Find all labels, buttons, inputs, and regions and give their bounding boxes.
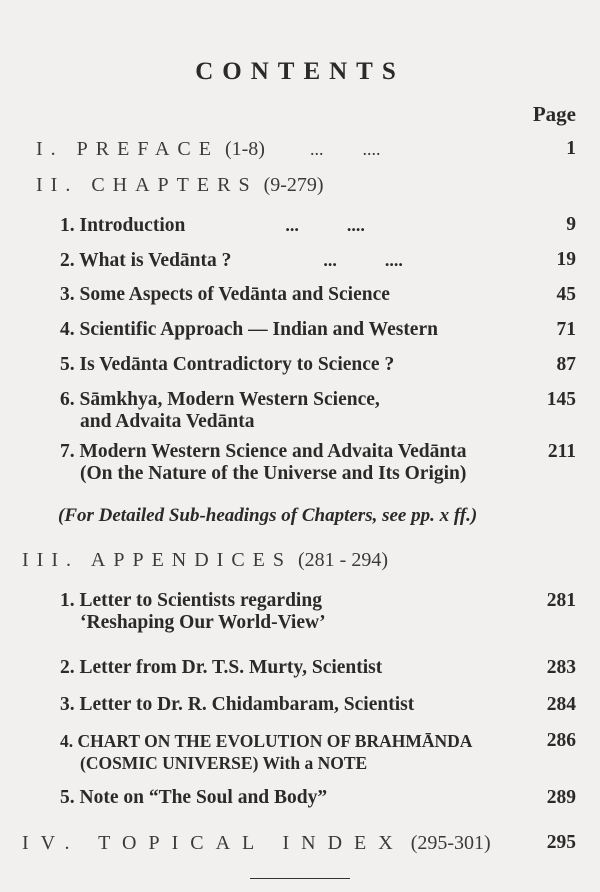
subheadings-note: (For Detailed Sub-headings of Chapters, see pp. x ff.) <box>58 505 478 526</box>
section-appendices <box>22 549 388 572</box>
toc-entry: 4. CHART ON THE EVOLUTION OF BRAHMĀNDA (COSMIC UNIVERSE) With a NOTE <box>60 731 473 773</box>
page-number: 9 <box>566 214 576 235</box>
section-range: (281 - 294) <box>298 549 388 571</box>
section-label: I. PREFACE <box>36 138 219 160</box>
toc-entry: 1. Introduction ... .... <box>60 215 365 236</box>
leader-dots: .... <box>362 139 381 159</box>
toc-entry: 4. Scientific Approach — Indian and Western <box>60 319 438 340</box>
page-number: 281 <box>546 590 576 611</box>
page-number: 45 <box>556 284 576 305</box>
toc-entry: 5. Is Vedānta Contradictory to Science ? <box>60 354 395 375</box>
page-number: 283 <box>546 657 576 678</box>
section-chapters <box>36 174 324 197</box>
leader-dots: ... <box>309 139 324 159</box>
section-preface <box>36 138 380 161</box>
page-column-header: Page <box>532 102 576 126</box>
toc-entry: 2. What is Vedānta ? ... .... <box>60 250 403 271</box>
section-range: (9-279) <box>263 174 324 196</box>
toc-entry: 2. Letter from Dr. T.S. Murty, Scientist <box>60 657 383 678</box>
toc-entry: 5. Note on “The Soul and Body” <box>60 787 328 808</box>
section-range: (295-301) <box>410 832 491 854</box>
page-number: 289 <box>546 787 576 808</box>
section-label: IV. TOPICAL INDEX <box>22 832 405 854</box>
section-label: III. APPENDICES <box>22 549 293 571</box>
page-number: 87 <box>556 354 576 375</box>
toc-entry: 1. Letter to Scientists regarding ‘Reshaping Our World-View’ <box>60 590 326 633</box>
toc-entry: 7. Modern Western Science and Advaita Vedānta (On the Nature of the Universe and Its Origin) <box>60 441 467 484</box>
page-number: 295 <box>546 832 576 853</box>
page-number: 71 <box>556 319 576 340</box>
page-number: 284 <box>546 694 576 715</box>
section-label: II. CHAPTERS <box>36 174 258 196</box>
toc-entry: 3. Some Aspects of Vedānta and Science <box>60 284 390 305</box>
page-title: CONTENTS <box>195 58 405 85</box>
page-number: 145 <box>546 389 576 410</box>
page-number: 286 <box>546 730 576 751</box>
section-range: (1-8) <box>224 138 265 160</box>
section-index <box>22 832 491 855</box>
page-number: 1 <box>566 138 576 159</box>
toc-entry: 3. Letter to Dr. R. Chidambaram, Scientist <box>60 694 415 715</box>
page-number: 19 <box>556 249 576 270</box>
toc-entry: 6. Sāmkhya, Modern Western Science, and Advaita Vedānta <box>60 389 380 432</box>
footer-rule <box>250 878 350 879</box>
page-number: 211 <box>547 441 576 462</box>
